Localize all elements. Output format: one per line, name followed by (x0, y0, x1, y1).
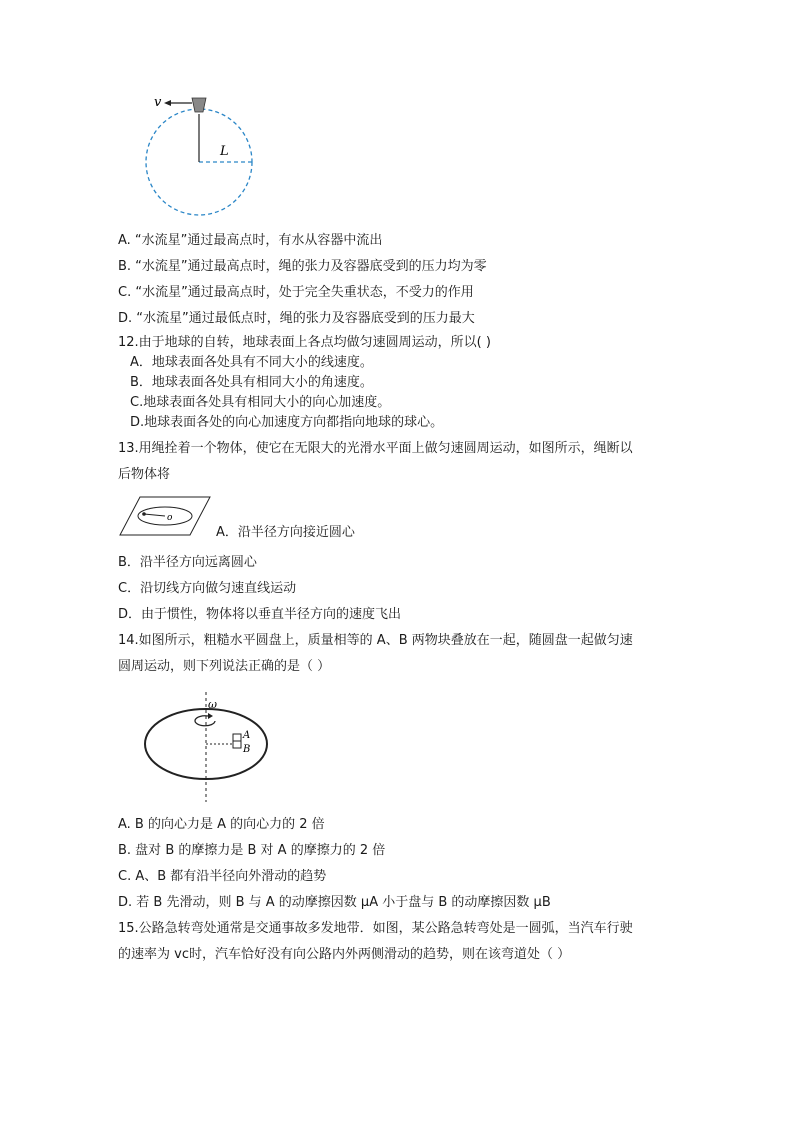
block-a-label: A (243, 730, 251, 741)
q14-option-d: D. 若 B 先滑动，则 B 与 A 的动摩擦因数 μA 小于盘与 B 的动摩擦因数 μB (118, 895, 551, 910)
q13-stem-line2: 后物体将 (118, 467, 171, 482)
q11-option-d: D. “水流星”通过最低点时，绳的张力及容器底受到的压力最大 (118, 311, 475, 326)
rope-line (144, 514, 165, 516)
q11-option-c: C. “水流星”通过最高点时，处于完全失重状态，不受力的作用 (118, 285, 474, 300)
q13-option-a: A．沿半径方向接近圆心 (216, 525, 355, 540)
q14-stem-line2: 圆周运动，则下列说法正确的是（ ） (118, 659, 331, 674)
q12-option-d: D.地球表面各处的向心加速度方向都指向地球的球心。 (130, 415, 444, 430)
arrowhead-icon (164, 100, 171, 106)
rotation-arrow-icon (195, 716, 215, 726)
q11-option-a: A. “水流星”通过最高点时，有水从容器中流出 (118, 233, 383, 248)
q11-option-b: B. “水流星”通过最高点时，绳的张力及容器底受到的压力均为零 (118, 259, 487, 274)
length-label: L (220, 144, 229, 159)
q12-stem: 12.由于地球的自转，地球表面上各点均做匀速圆周运动，所以( ) (118, 335, 491, 350)
q13-option-d: D．由于惯性，物体将以垂直半径方向的速度飞出 (118, 607, 402, 622)
block-b-label: B (243, 744, 251, 755)
omega-label: ω (208, 698, 217, 711)
q12-option-b: B．地球表面各处具有相同大小的角速度。 (130, 375, 373, 390)
water-meteor-figure (140, 92, 270, 222)
center-label: o (167, 513, 173, 523)
plane-circle-figure (118, 494, 214, 538)
q13-option-b: B．沿半径方向远离圆心 (118, 555, 257, 570)
object-dot (142, 512, 146, 516)
q15-stem-line2: 的速率为 vc时，汽车恰好没有向公路内外两侧滑动的趋势，则在该弯道处（ ） (118, 947, 571, 962)
q12-option-c: C.地球表面各处具有相同大小的向心加速度。 (130, 395, 391, 410)
q14-option-b: B. 盘对 B 的摩擦力是 B 对 A 的摩擦力的 2 倍 (118, 843, 386, 858)
q14-stem-line1: 14.如图所示，粗糙水平圆盘上，质量相等的 A、B 两物块叠放在一起，随圆盘一起做匀速 (118, 633, 633, 648)
rotating-disc-figure (140, 692, 280, 804)
block-a (233, 734, 241, 741)
rotation-arrowhead-icon (208, 713, 213, 719)
q13-stem-line1: 13.用绳拴着一个物体，使它在无限大的光滑水平面上做匀速圆周运动，如图所示，绳断以 (118, 441, 633, 456)
block-b (233, 741, 241, 748)
q15-stem-line1: 15.公路急转弯处通常是交通事故多发地带．如图，某公路急转弯处是一圆弧，当汽车行驶 (118, 921, 633, 936)
velocity-label: v (154, 95, 162, 110)
q13-option-c: C．沿切线方向做匀速直线运动 (118, 581, 297, 596)
cup-container (192, 98, 206, 112)
q14-option-a: A. B 的向心力是 A 的向心力的 2 倍 (118, 817, 325, 832)
q14-option-c: C. A、B 都有沿半径向外滑动的趋势 (118, 869, 327, 884)
q12-option-a: A．地球表面各处具有不同大小的线速度。 (130, 355, 373, 370)
